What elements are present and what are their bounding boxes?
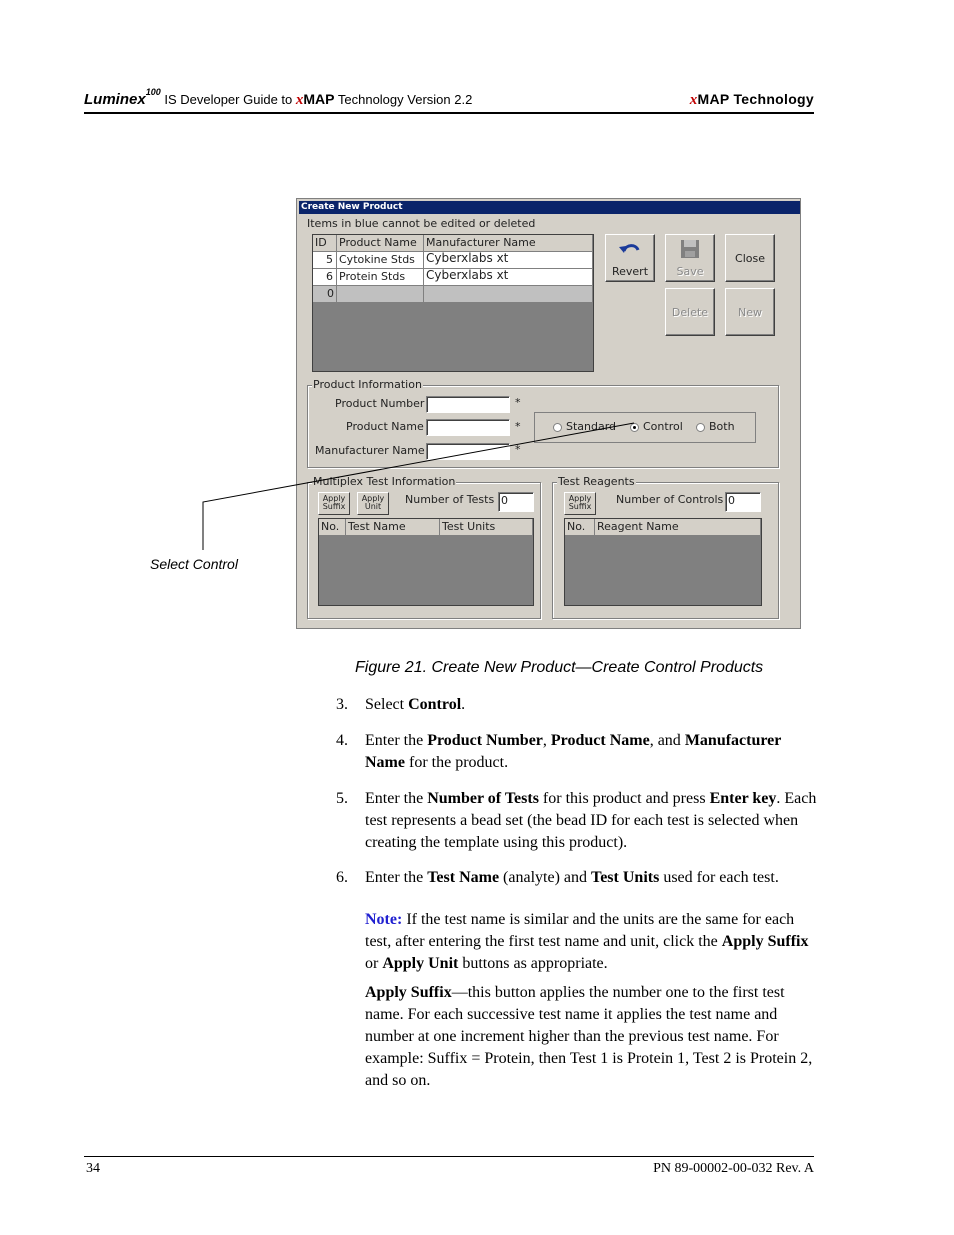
multiplex-test-information-group: Multiplex Test Information Apply Suffix Apply Unit Number of Tests 0 No. Test Name Test Units [307,482,541,619]
header-guide-title [84,87,473,109]
header-section-title: xMAP Technology [689,91,814,108]
product-name-label: Product Name [346,420,424,433]
create-new-product-dialog [296,198,801,629]
page-header [84,86,814,114]
revert-button[interactable]: Revert [605,234,655,282]
note-paragraph: Note: If the test name is similar and the units are the same for each test, after entering the first test name and unit, click the Apply Suffix or Apply Unit buttons as appropriate. [365,911,809,972]
test-reagents-group: Test Reagents Apply Suffix Number of Controls 0 No. Reagent Name [552,482,779,619]
save-button[interactable]: Save [665,234,715,282]
brand-name: Luminex$^{100}$ [84,87,161,108]
table-row[interactable]: 6 Protein Stds Cyberxlabs xt [313,269,593,286]
figure-caption: Figure 21. Create New Product—Create Control Products [355,659,764,676]
number-of-controls-label: Number of Controls [616,493,724,506]
reagent-grid[interactable] [564,518,762,606]
column-header-test-name[interactable]: Test Name [346,519,440,536]
product-information-group: Product Information Product Number * Product Name * Manufacturer Name * Standard Control Both [307,385,779,468]
guide-prefix: IS Developer Guide to [164,92,296,107]
number-of-controls-input[interactable]: 0 [725,492,761,512]
product-grid[interactable] [312,234,594,372]
column-header-manufacturer-name[interactable]: Manufacturer Name [424,235,593,252]
table-row-new[interactable]: 0 [313,286,593,303]
column-header-no[interactable]: No. [319,519,346,536]
undo-icon [618,241,642,259]
floppy-disk-icon [680,239,700,259]
column-header-reagent-name[interactable]: Reagent Name [595,519,761,536]
page-number: 34 [86,1161,100,1176]
column-header-no[interactable]: No. [565,519,595,536]
close-button[interactable]: Close [725,234,775,282]
product-name-input[interactable] [426,419,510,436]
manufacturer-name-input[interactable] [426,443,510,460]
radio-control[interactable] [630,423,639,432]
grid-header-row [313,235,593,252]
manufacturer-name-label: Manufacturer Name [315,444,425,457]
note-label: Note: [365,911,403,928]
callout-select-control: Select Control [150,556,238,572]
test-grid[interactable] [318,518,534,606]
guide-suffix: Technology Version 2.2 [334,92,473,107]
dialog-title-bar: Create New Product [299,201,800,214]
radio-standard[interactable] [553,423,562,432]
product-type-group: Standard Control Both [534,412,756,443]
product-number-input[interactable] [426,396,510,413]
apply-suffix-paragraph: Apply Suffix—this button applies the number one to the first test name. For each successive test name it applies the test name and number at one increment higher than the previous test name. For example: Suffix = Protein, then Test 1 is Protein 1, Test 2 is Protein 2, and so on. [365,984,813,1089]
new-button[interactable]: New [725,288,775,336]
column-header-product-name[interactable]: Product Name [337,235,424,252]
radio-both[interactable] [696,423,705,432]
part-number: PN 89-00002-00-032 Rev. A [653,1161,814,1176]
reagent-apply-suffix-button[interactable]: Apply Suffix [564,492,596,515]
blue-items-notice: Items in blue cannot be edited or deleted [307,217,536,230]
delete-button[interactable]: Delete [665,288,715,336]
map-word: MAP [303,91,335,107]
product-number-label: Product Number [335,397,425,410]
column-header-id[interactable]: ID [313,235,337,252]
table-row[interactable]: 5 Cytokine Stds Cyberxlabs xt [313,252,593,269]
apply-suffix-button[interactable]: Apply Suffix [318,492,350,515]
page-footer [84,1156,814,1186]
number-of-tests-label: Number of Tests [405,493,495,506]
number-of-tests-input[interactable]: 0 [498,492,534,512]
apply-unit-button[interactable]: Apply Unit [357,492,389,515]
column-header-test-units[interactable]: Test Units [440,519,533,536]
x-letter: x [295,92,304,108]
